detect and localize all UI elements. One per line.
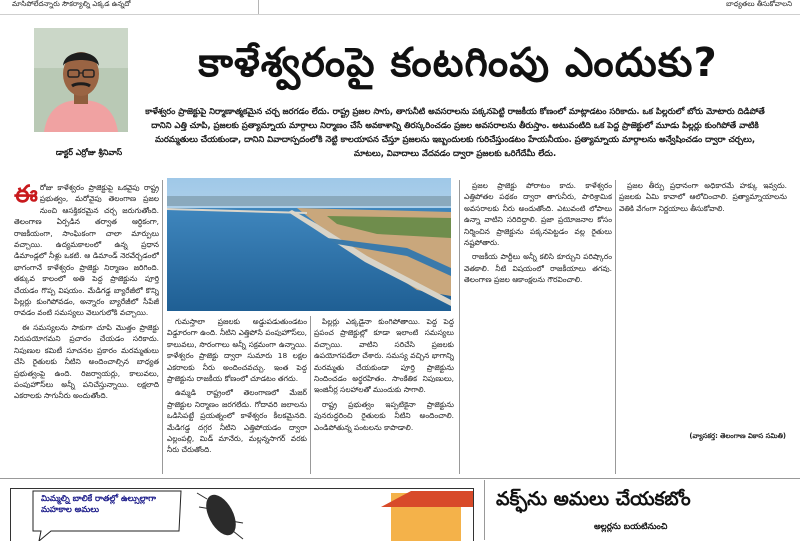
- cartoon-speech-bubble: మిమ్మల్ని బాలికే రాతల్లో ఉల్సుల్లాగా మహకాల అమలు: [41, 493, 156, 514]
- article-photo-barrage: [167, 178, 451, 311]
- section-divider: [0, 478, 800, 479]
- top-strip-snippet-right: బాధ్యతలు తీసుకోవాలని: [726, 0, 792, 8]
- author-portrait-illustration: [34, 28, 128, 132]
- deck-summary: కాళేశ్వరం ప్రాజెక్టుపై నిర్మాణాత్మకమైన చర్చ జరగడం లేదు. రాష్ట్ర ప్రజల సాగు, తాగునీటి అవసరాలను పక్కనపెట్టి రాజకీయ కోణంలో మాట్లాడటం సరికాదు. ఒక పిల్లరులో బోరు మోటారు దిడిపోతే దానిని ఎత్తి చూపి, ప్రజలకు ప్రత్యామ్నాయ మార్గాలు నిర్మాణం చేసే అవకాశాన్ని తిరస్కరించడం ప్రజల అవసరాలను తీరుస్తాం. అటువంటిది ఒక పెద్ద ప్రాజెక్టులో మూడు పిల్లర్లు కుంగిపోతే వాటికి మరమ్మతులు చేయకుండా, దానిని వివాదాస్పదంలోకి నెట్టి కాలయాపన చేస్తూ ప్రజలను ఇబ్బందులకు గురిచేస్తుండటం హేయనీయం. ప్రత్యామ్నాయ మార్గాలను అన్వేషించడం ద్వారా చర్చలు, మాటలు, వివాదాలు వేదవడం ద్వారా ప్రజలకు ఒరిగేదేమీ లేదు.: [145, 106, 765, 158]
- article-paragraph: రోజు కాళేశ్వరం ప్రాజెక్టుపై ఒకవైపు రాష్ట్ర ప్రభుత్వం, మరోవైపు తెలంగాణ ప్రజల నుంచి ఆసక్తికరమైన చర్చ జరుగుతోంది. తెలంగాణ ఏర్పడిన తర్వాత ఆర్థికంగా, రాజకీయంగా, సాంఘికంగా చాలా మార్పులు వచ్చాయి. ఉద్యమకాలంలో ఉన్న ప్రధాన డిమాండ్లలో నీళ్లు ఒకటి. ఆ డిమాండ్ నెరవేర్చడంలో భాగంగానే కాళేశ్వరం ప్రాజెక్టు నిర్మాణం జరిగింది. తక్కువ కాలంలో అతి పెద్ద ప్రాజెక్టును పూర్తి చేయడం గొప్ప విషయం. మేడిగడ్డ బ్యారేజీలో కొన్ని పిల్లర్లు కుంగిపోవడం, అన్నారం బ్యారేజీలో సీపేజీ రావడం వంటి సమస్యలు వెలుగులోకి వచ్చాయి.: [14, 183, 159, 318]
- author-photo: [34, 28, 128, 132]
- author-credit: (వ్యాసకర్త: తెలంగాణ వికాస సమితి): [689, 432, 786, 440]
- article-column-4: [464, 180, 612, 472]
- column-divider: [484, 480, 485, 540]
- author-name: డాక్టర్ ఎర్రోజు శ్రీనివాస్: [55, 148, 123, 157]
- article-paragraph: రాజకీయ పార్టీలు అన్నీ కలిసి కూర్చుని పరిష్కారం వెతకాలి. నీటి విషయంలో రాజకీయాలు తగవు. తెలంగాణ ప్రజల ఆకాంక్షలను గౌరవించాలి.: [464, 252, 612, 285]
- column-divider: [615, 180, 616, 474]
- column-divider: [162, 180, 163, 474]
- article-paragraph: ఈ సమస్యలను సాకుగా చూపి మొత్తం ప్రాజెక్టు నిరుపయోగమని ప్రచారం చేయడం సరికాదు. నిపుణుల కమిటీ సూచనల ప్రకారం మరమ్మతులు చేసి రైతులకు నీటిని అందించాల్సిన బాధ్యత ప్రభుత్వంపై ఉంది. రిజర్వాయర్లు, కాలువలు, పంపుహౌస్‌లు అన్నీ పనిచేస్తున్నాయి. లక్షలాది ఎకరాలకు సాగునీరు అందుతోంది.: [14, 322, 159, 401]
- article-column-3: [314, 316, 454, 476]
- article-column-2: [167, 316, 307, 476]
- cartoon-panel: [10, 488, 474, 541]
- story2-byline: అల్లర్లను బయటినుంచి: [594, 522, 668, 532]
- top-strip-divider: [258, 0, 259, 14]
- barrage-reservoir-illustration: [167, 178, 451, 311]
- article-paragraph: రాష్ట్ర ప్రభుత్వం ఇప్పటికైనా ప్రాజెక్టును పునరుద్ధరించి రైతులకు నీటిని అందించాలి. ఎండిపోతున్న పంటలను కాపాడాలి.: [314, 399, 454, 432]
- column-divider: [459, 180, 460, 474]
- article-paragraph: పిల్లర్లు ఎక్కడైనా కుంగిపోతాయి. పెద్ద పెద్ద ప్రపంచ ప్రాజెక్టుల్లో కూడా ఇలాంటి సమస్యలు వచ్చాయి. వాటిని సరిచేసి ప్రజలకు ఉపయోగపడేలా చేశారు. సమస్య వచ్చిన భాగాన్ని మరమ్మతు చేయకుండా పూర్తి ప్రాజెక్టును నిందించడం అర్థరహితం. సాంకేతిక నిపుణులు, ఇంజినీర్ల సలహాలతో ముందుకు సాగాలి.: [314, 317, 454, 395]
- article-paragraph: ప్రజల తీర్పు ప్రధానంగా అధికారమే హక్కు ఇవ్వదు. ప్రజలకు ఏమి కావాలో ఆలోచించాలి. ప్రత్యామ్నాయాలను వెతికి వేగంగా నిర్ణయాలు తీసుకోవాలి.: [619, 181, 787, 213]
- article-column-1: [14, 182, 159, 472]
- top-strip-snippet-left: మాసిపోలేదన్నారు సౌకర్యాల్ని ఎక్కడ ఉన్నదో: [12, 0, 131, 8]
- story2-headline: వక్ఫ్‌ను అమలు చేయకబోం: [496, 488, 691, 510]
- article-paragraph: ఉమ్మడి రాష్ట్రంలో తెలంగాణలో మేజర్ ప్రాజెక్టుల నిర్మాణం జరగలేదు. గోదావరి జలాలను ఒడిసిపట్టే ప్రయత్నంలో కాళేశ్వరం కీలకమైనది. మేడిగడ్డ దగ్గర నీటిని ఎత్తిపోయడం ద్వారా ఎల్లంపల్లి, మిడ్ మానేరు, మల్లన్నసాగర్ వరకు నీరు చేరుతోంది.: [167, 388, 307, 455]
- drop-cap: ఈ: [14, 182, 38, 208]
- article-column-5: [619, 180, 787, 428]
- headline: కాళేశ్వరంపై కంటగింపు ఎందుకు?: [198, 40, 718, 86]
- top-strip: [0, 0, 800, 15]
- article-paragraph: ప్రజల ప్రాజెక్టు పోరాటం కాదు. కాళేశ్వరం ఎత్తిపోతల పథకం ద్వారా తాగునీరు, పారిశ్రామిక అవసరాలకు నీరు అందుతోంది. ఎటువంటి లోపాలు ఉన్నా వాటిని సరిదిద్దాలి. ప్రజా ప్రయోజనాల కోసం నిర్మించిన ప్రాజెక్టును పక్కనపెట్టడం వల్ల రైతులు నష్టపోతారు.: [464, 181, 612, 248]
- article-paragraph: గుమస్తాలా ప్రజలకు అడ్డుపడుతుండటం విడ్డూరంగా ఉంది. నీటిని ఎత్తిపోసే పంపుహౌస్‌లు, కాలువలు, సొరంగాలు అన్నీ సక్రమంగా ఉన్నాయి. కాళేశ్వరం ప్రాజెక్టు ద్వారా సుమారు 18 లక్షల ఎకరాలకు నీరు అందించవచ్చు. ఇంత పెద్ద ప్రాజెక్టును రాజకీయ కోణంలో చూడటం తగదు.: [167, 317, 307, 384]
- column-divider: [310, 316, 311, 474]
